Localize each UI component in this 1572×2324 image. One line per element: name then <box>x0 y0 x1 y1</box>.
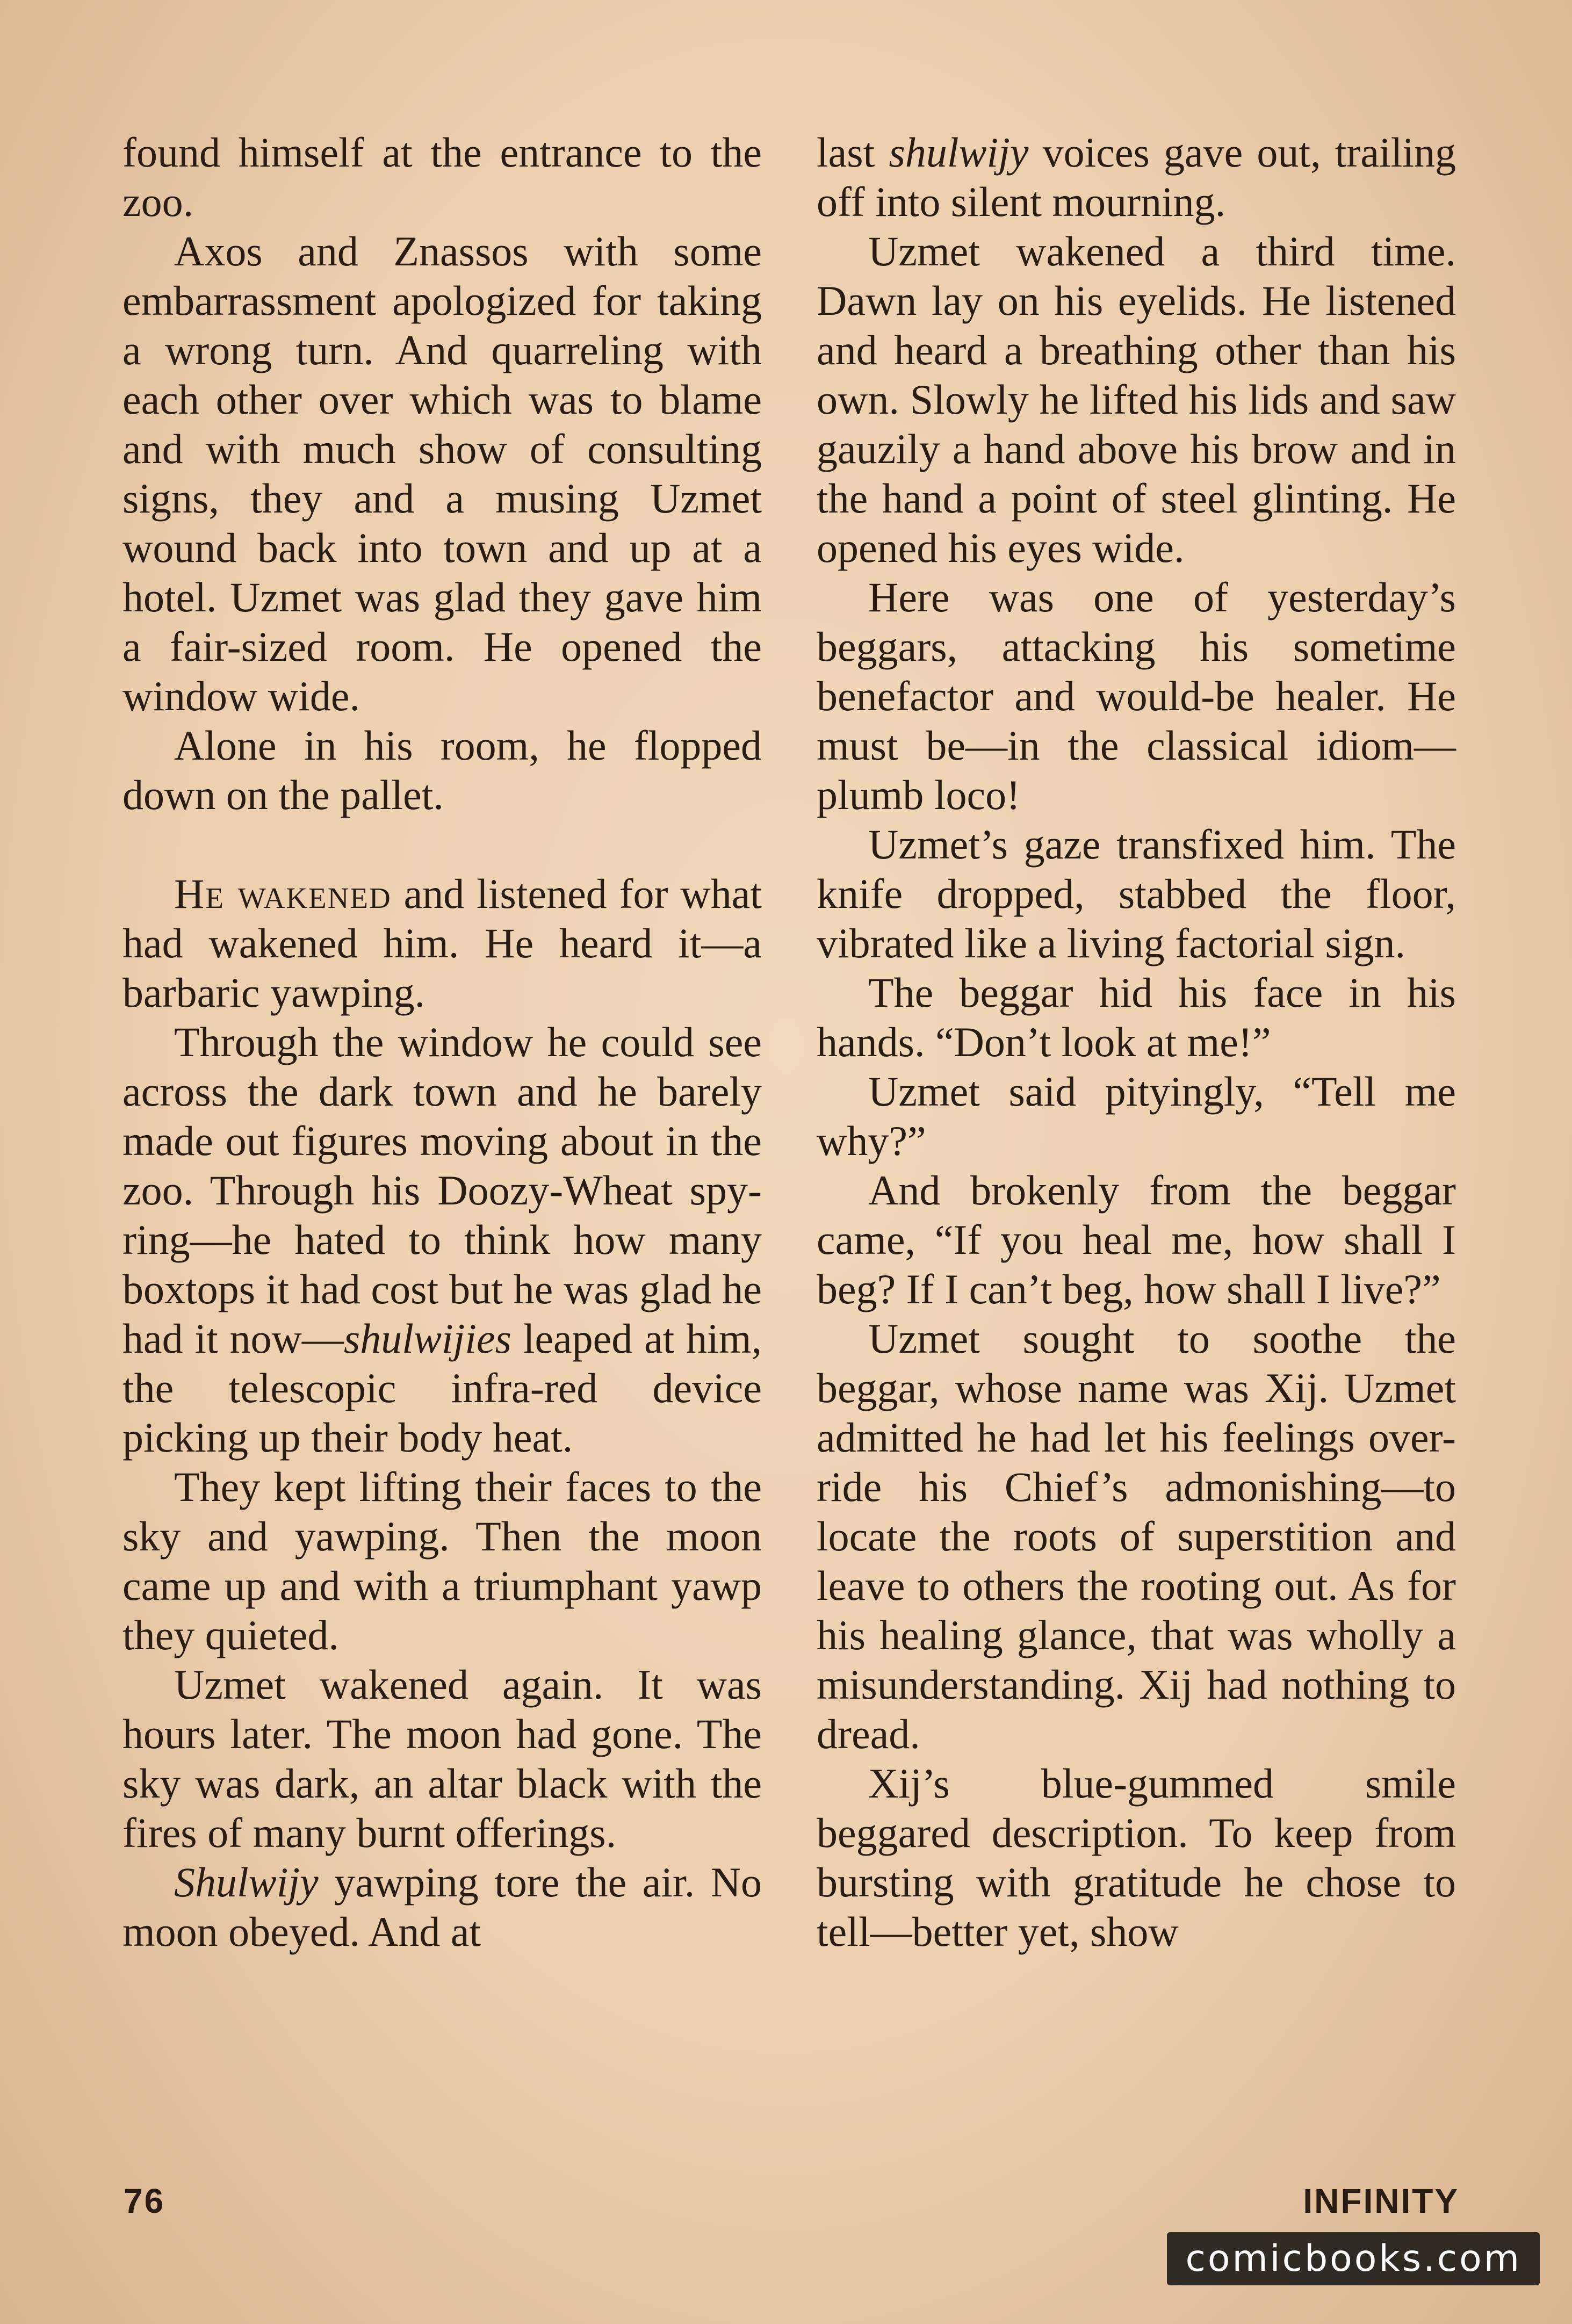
magazine-name: INFINITY <box>1303 2182 1459 2220</box>
paragraph: found himself at the entrance to the zoo. <box>122 129 762 225</box>
paragraph: Uzmet sought to soothe the beggar, whose name was Xij. Uzmet admitted he had let his feelings over-ride his Chief’s admonishing—to locate the roots of superstition and leave to others the rooting out. As for his healing glance, that was wholly a misunderstanding. Xij had nothing to dread. <box>817 1315 1456 1757</box>
paragraph-text: last <box>817 129 889 176</box>
right-text-column <box>817 128 1456 1957</box>
paragraph: Uzmet wakened again. It was hours later. The moon had gone. The sky was dark, an altar black with the fires of many burnt offerings. <box>122 1661 762 1856</box>
left-text-column <box>122 128 762 1957</box>
paragraph: Here was one of yesterday’s beggars, attacking his sometime benefactor and would-be healer. He must be—in the classical idiom—plumb loco! <box>817 574 1456 818</box>
paragraph: They kept lifting their faces to the sky and yawping. Then the moon came up and with a triumphant yawp they quieted. <box>122 1463 762 1658</box>
paragraph-text: leaped at him, the telescopic infra-red device picking up their body heat. <box>122 1315 762 1461</box>
section-break <box>122 820 762 869</box>
section-lead-in: He wakened <box>174 870 392 917</box>
paragraph <box>122 869 762 1017</box>
paragraph: Uzmet said pityingly, “Tell me why?” <box>817 1068 1456 1164</box>
italic-term: Shulwijy <box>174 1859 319 1906</box>
paragraph <box>817 128 1456 227</box>
paragraph: Uzmet wakened a third time. Dawn lay on his eyelids. He listened and heard a breathing other than his own. Slowly he lifted his lids and saw gauzily a hand above his brow and in the hand a point of steel glinting. He opened his eyes wide. <box>817 228 1456 571</box>
paragraph: The beggar hid his face in his hands. “Don’t look at me!” <box>817 969 1456 1065</box>
italic-term: shulwijy <box>889 129 1029 176</box>
paragraph: Axos and Znassos with some embarrassment apologized for taking a wrong turn. And quarreling with each other over which was to blame and with much show of consulting signs, they and a musing Uzmet wound back into town and up at a hotel. Uzmet was glad they gave him a fair-sized room. He opened the window wide. <box>122 228 762 719</box>
paragraph: And brokenly from the beggar came, “If you heal me, how shall I beg? If I can’t beg, how shall I live?” <box>817 1167 1456 1312</box>
watermark-logo: comicbooks.com <box>1167 2232 1540 2285</box>
paragraph-text: Through the window he could see across the dark town and he barely made out figures moving about in the zoo. Through his Doozy-Wheat spy-ring—he hated to think how many boxtops it had cost but he was glad he had it now— <box>122 1019 762 1362</box>
paragraph <box>122 1017 762 1462</box>
paragraph-text: yawping tore the air. No moon obeyed. And at <box>122 1859 762 1955</box>
paragraph: Uzmet’s gaze transfixed him. The knife dropped, stabbed the floor, vibrated like a living factorial sign. <box>817 821 1456 966</box>
italic-term: shulwijies <box>343 1315 511 1362</box>
paragraph-text: voices gave out, trailing off into silent mourning. <box>817 129 1456 225</box>
paragraph <box>122 1858 762 1957</box>
paragraph-text: and listened for what had wakened him. He heard it—a barbaric yawping. <box>122 870 762 1016</box>
paragraph: Xij’s blue-gummed smile beggared description. To keep from bursting with gratitude he chose to tell—better yet, show <box>817 1760 1456 1955</box>
paragraph: Alone in his room, he flopped down on the pallet. <box>122 722 762 818</box>
page-number: 76 <box>124 2182 165 2220</box>
